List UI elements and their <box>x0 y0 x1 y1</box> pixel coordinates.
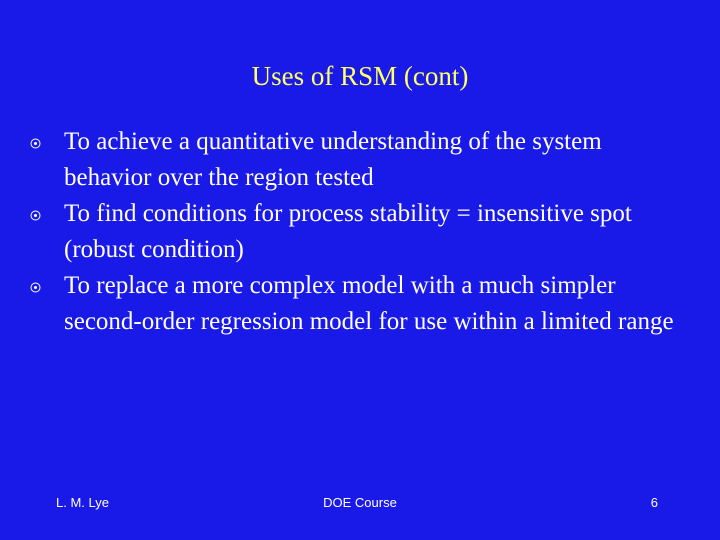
bullet-item <box>30 124 690 196</box>
bullet-list <box>30 124 690 340</box>
circle-dot-bullet-icon <box>30 282 41 293</box>
footer-course: DOE Course <box>323 495 397 510</box>
bullet-text: To replace a more complex model with a much simpler second-order regression model for use within a limited range <box>64 272 674 335</box>
bullet-item <box>30 268 690 340</box>
page-number: 6 <box>650 495 658 510</box>
footer-author: L. M. Lye <box>56 495 109 510</box>
bullet-item <box>30 196 690 268</box>
circle-dot-bullet-icon <box>30 138 41 149</box>
circle-dot-bullet-icon <box>30 210 41 221</box>
bullet-text: To find conditions for process stability = insensitive spot (robust condition) <box>64 200 632 263</box>
bullet-text: To achieve a quantitative understanding of the system behavior over the region tested <box>64 128 602 191</box>
slide-title: Uses of RSM (cont) <box>251 61 469 91</box>
